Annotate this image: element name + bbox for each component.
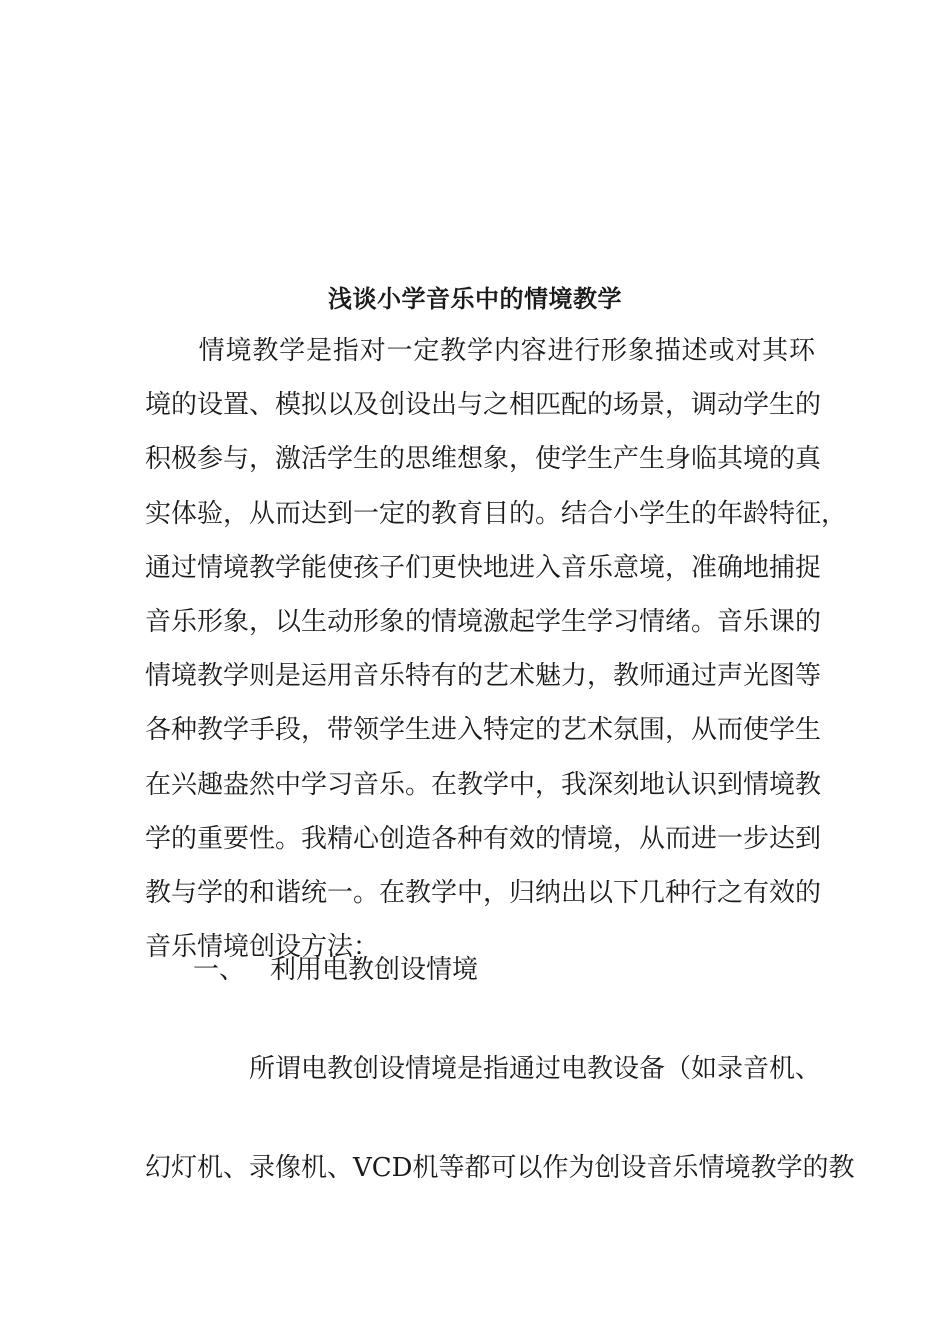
paragraph-line: 学的重要性。我精心创造各种有效的情境，从而进一步达到	[145, 824, 822, 854]
paragraph-line: 情境教学是指对一定教学内容进行形象描述或对其环	[145, 336, 815, 366]
paragraph-line: 音乐形象，以生动形象的情境激起学生学习情绪。音乐课的	[145, 607, 822, 637]
document-title: 浅谈小学音乐中的情境教学	[328, 284, 622, 313]
section-number: 一、	[193, 955, 246, 985]
paragraph-line: 实体验，从而达到一定的教育目的。结合小学生的年龄特征，	[145, 499, 848, 529]
paragraph-line: 境的设置、模拟以及创设出与之相匹配的场景，调动学生的	[145, 390, 822, 420]
paragraph-line: 幻灯机、录像机、VCD机等都可以作为创设音乐情境教学的教	[145, 1153, 855, 1183]
paragraph-line: 所谓电教创设情境是指通过电教设备（如录音机、	[145, 1054, 822, 1084]
section-title: 利用电教创设情境	[270, 955, 479, 985]
paragraph-line: 在兴趣盎然中学习音乐。在教学中，我深刻地认识到情境教	[145, 770, 822, 800]
paragraph-line: 教与学的和谐统一。在教学中，归纳出以下几种行之有效的	[145, 878, 822, 908]
paragraph-line: 通过情境教学能使孩子们更快地进入音乐意境，准确地捕捉	[145, 553, 822, 583]
paragraph-line: 音乐情境创设方法：	[145, 932, 380, 962]
paragraph-line: 各种教学手段，带领学生进入特定的艺术氛围，从而使学生	[145, 715, 822, 745]
paragraph-line: 积极参与，激活学生的思维想象，使学生产生身临其境的真	[145, 444, 822, 474]
paragraph-line: 情境教学则是运用音乐特有的艺术魅力，教师通过声光图等	[145, 661, 822, 691]
